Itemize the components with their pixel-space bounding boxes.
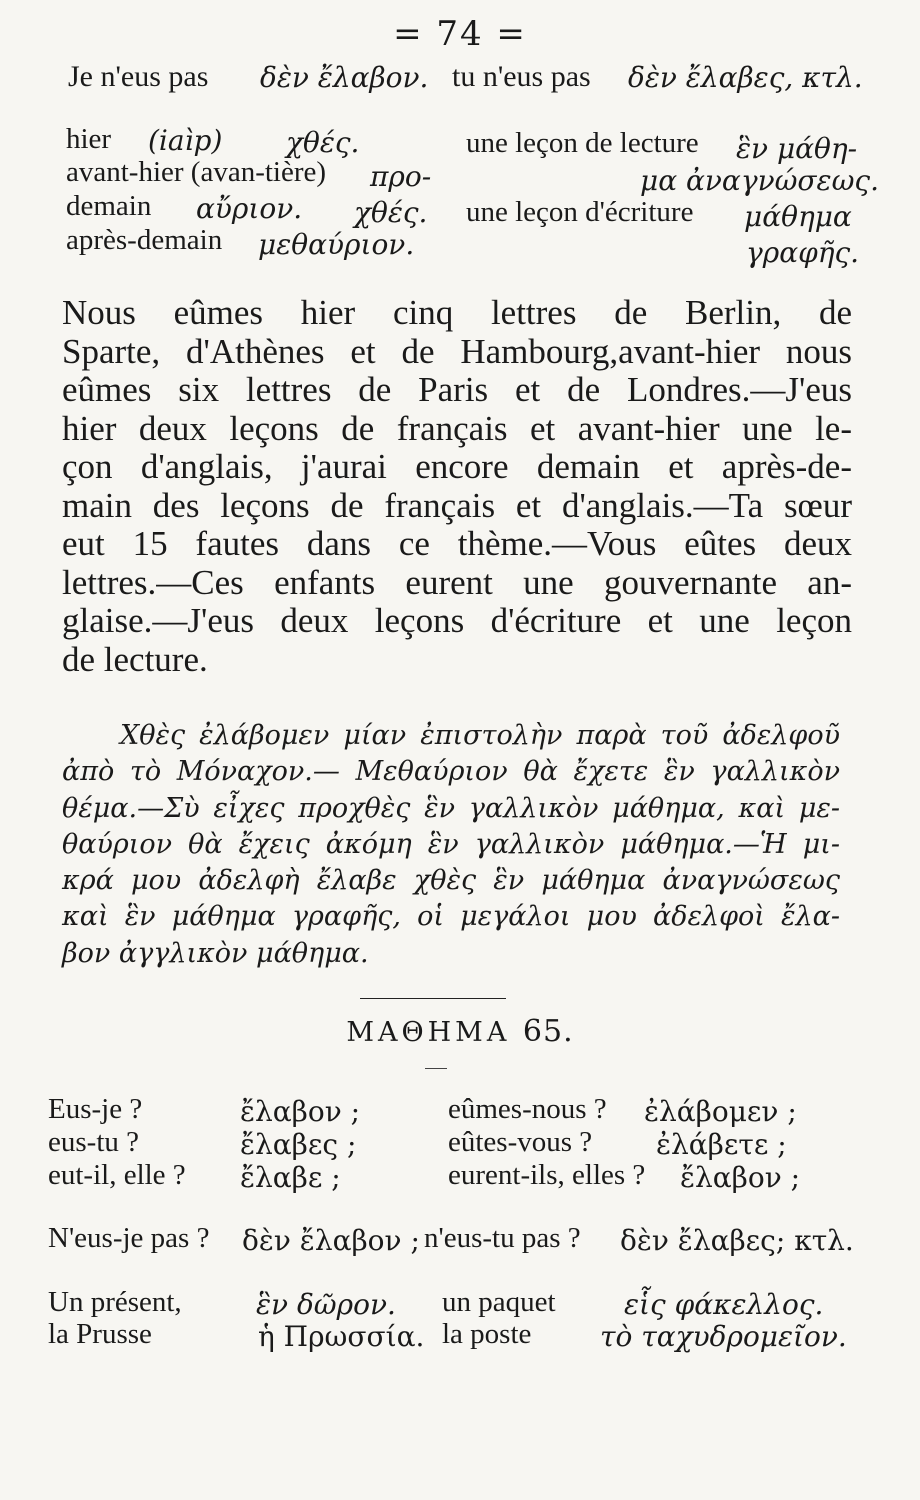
conj-gr2: ἐλάβετε ; <box>656 1128 787 1161</box>
para-line: Sparte, d'Athènes et de Hambourg,avant-hier nous <box>62 331 852 371</box>
conj-fr2: eûtes-vous ? <box>448 1126 593 1158</box>
conj-gr1: ἔλαβες ; <box>240 1128 357 1161</box>
greek-line: καὶ ἓν μάθημα γραφῆς, οἱ μεγάλοι μου ἀδελφοὶ ἔλα- <box>62 901 840 933</box>
greek-line: θαύριον θὰ ἔχεις ἀκόμη ἓν γαλλικὸν μάθημα.—Ἡ μι- <box>62 828 840 860</box>
page-number: = 74 = <box>393 14 527 54</box>
vocab-lecon-ecriture: une leçon d'écriture <box>466 196 694 228</box>
vocab-hier: hier <box>66 123 112 155</box>
vocab2-gr1: ἓν δῶρον. <box>256 1288 396 1321</box>
vocab-lecon-lecture-greek: ἓν μάθη- <box>736 132 858 165</box>
lesson-heading-word: ΜΑΘΗΜΑ <box>346 1017 511 1048</box>
greek-line: Χθὲς ἐλάβομεν μίαν ἐπιστολὴν παρὰ τοῦ ἀδελφοῦ <box>120 720 840 751</box>
vocab-lecon-ecriture-greek: μάθημα <box>744 200 852 233</box>
conj-fr2: eûmes-nous ? <box>448 1093 607 1125</box>
conj-fr2: eurent-ils, elles ? <box>448 1159 646 1191</box>
vocab-demain-greek: αὔριον. <box>196 192 303 225</box>
conj-gr2: ἔλαβον ; <box>680 1161 801 1194</box>
greek-line: θέμα.—Σὺ εἶχες προχθὲς ἓν γαλλικὸν μάθημα, καὶ με- <box>62 792 840 824</box>
vocab-demain: demain <box>66 190 152 222</box>
vocab2-fr1: la Prusse <box>48 1318 152 1350</box>
section-divider <box>360 998 506 999</box>
para-line: de lecture. <box>62 639 208 679</box>
conj-gr1: ἔλαβον ; <box>240 1095 361 1128</box>
vocab-hier-greek: χθές. <box>286 126 360 159</box>
french-exercise <box>62 294 852 679</box>
para-line: Nous eûmes hier cinq lettres de Berlin, de <box>62 293 852 332</box>
vocab2-gr1: ἡ Πρωσσία. <box>258 1320 425 1353</box>
greek-line: κρά μου ἀδελφὴ ἔλαβε χθὲς ἓν μάθημα ἀναγνώσεως <box>62 865 840 897</box>
top-left-french: Je n'eus pas <box>68 60 209 93</box>
vocab2-fr2: la poste <box>442 1318 532 1350</box>
top-right-greek: δὲν ἔλαβες, κτλ. <box>628 61 863 94</box>
vocab2-gr2: τὸ ταχυδρομεῖον. <box>600 1320 847 1353</box>
para-line: glaise.—J'eus deux leçons d'écriture et une leçon <box>62 601 852 640</box>
para-line: lettres.—Ces enfants eurent une gouvernante an- <box>62 562 852 602</box>
conj-fr1: Eus-je ? <box>48 1093 143 1125</box>
vocab-hier-pronunciation: (iaìp) <box>148 124 223 157</box>
vocab-apres-demain-greek: μεθαύριον. <box>258 228 415 261</box>
neg-fr1: N'eus-je pas ? <box>48 1222 210 1254</box>
para-line: main des leçons de français et d'anglais.—Ta sœur <box>62 485 852 525</box>
vocab-apres-demain: après-demain <box>66 224 223 256</box>
lesson-heading <box>0 1014 920 1049</box>
vocab-lecon-ecriture-greek-2: γραφῆς. <box>746 236 860 269</box>
conj-gr1: ἔλαβε ; <box>240 1161 341 1194</box>
greek-line: βον ἀγγλικὸν μάθημα. <box>62 937 369 969</box>
top-left-greek: δὲν ἔλαβον. <box>260 61 429 94</box>
vocab2-fr1: Un présent, <box>48 1286 182 1318</box>
vocab2-fr2: un paquet <box>442 1286 556 1318</box>
vocab-avant-hier-greek: προ- <box>370 160 432 193</box>
greek-exercise <box>62 718 840 972</box>
para-line: eûmes six lettres de Paris et de Londres.—J'eus <box>62 370 852 409</box>
lesson-heading-number: 65. <box>522 1014 574 1049</box>
conj-gr2: ἐλάβομεν ; <box>644 1095 797 1128</box>
para-line: çon d'anglais, j'aurai encore demain et après-de- <box>62 447 852 486</box>
para-line: hier deux leçons de français et avant-hier une le- <box>62 408 852 448</box>
neg-gr2: δὲν ἔλαβες; κτλ. <box>620 1224 854 1257</box>
para-line: eut 15 fautes dans ce thème.—Vous eûtes deux <box>62 524 852 563</box>
conj-fr1: eus-tu ? <box>48 1126 139 1158</box>
vocab-avant-hier: avant-hier (avan-tière) <box>66 156 327 188</box>
conj-fr1: eut-il, elle ? <box>48 1159 186 1191</box>
top-right-french: tu n'eus pas <box>452 60 591 93</box>
neg-gr1: δὲν ἔλαβον ; <box>242 1224 420 1257</box>
vocab-lecon-lecture: une leçon de lecture <box>466 127 699 159</box>
heading-underline <box>425 1068 447 1069</box>
neg-fr2: n'eus-tu pas ? <box>424 1222 581 1254</box>
greek-line: ἀπὸ τὸ Μόναχον.— Μεθαύριον θὰ ἔχετε ἓν γαλλικὸν <box>62 756 840 788</box>
vocab2-gr2: εἷς φάκελλος. <box>624 1288 824 1321</box>
vocab-lecon-lecture-greek-2: μα ἀναγνώσεως. <box>640 164 879 197</box>
vocab-demain-greek-2: χθές. <box>354 196 428 229</box>
